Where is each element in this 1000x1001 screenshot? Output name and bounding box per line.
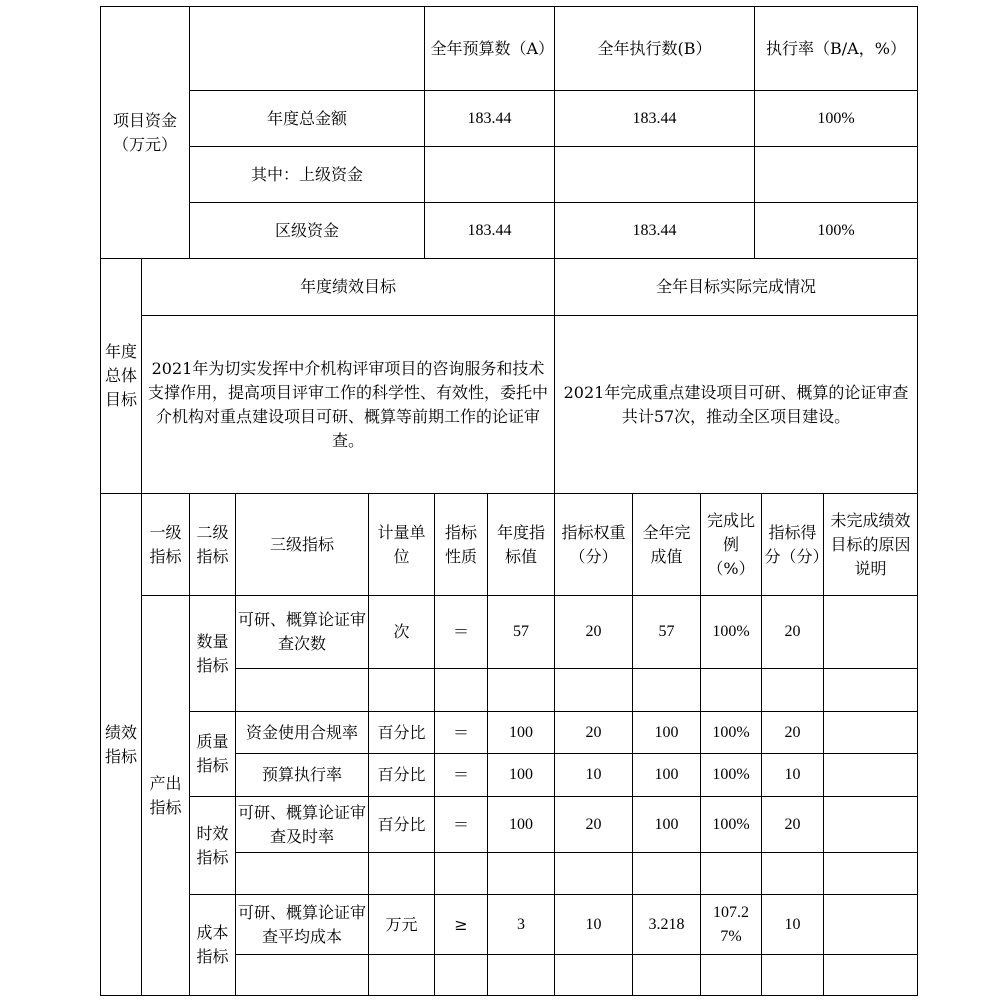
group-cost: 成本指标 <box>196 923 229 966</box>
indicator-unit: 百分比 <box>377 722 426 742</box>
indicators-section-label: 绩效指标 <box>104 722 137 766</box>
indicator-ratio: 107.27% <box>713 903 749 945</box>
indicator-target: 100 <box>509 815 533 833</box>
indicator-ratio: 100% <box>712 766 750 783</box>
indicator-target: 3 <box>517 915 525 933</box>
header-reason: 未完成绩效目标的原因说明 <box>830 510 911 578</box>
funds-row-actual: 183.44 <box>632 221 677 239</box>
goals-section-label: 年度总体目标 <box>104 342 137 409</box>
header-target: 年度指标值 <box>496 522 545 566</box>
header-level2: 二级指标 <box>196 522 229 566</box>
indicator-done: 100 <box>654 766 679 783</box>
indicator-name: 可研、概算论证审查及时率 <box>238 802 367 846</box>
header-unit: 计量单位 <box>377 522 426 566</box>
goals-actual-header: 全年目标实际完成情况 <box>655 277 816 296</box>
indicator-name: 资金使用合规率 <box>245 722 358 742</box>
level1-output: 产出指标 <box>149 773 182 817</box>
indicator-nature: ＝ <box>452 722 469 742</box>
indicator-score: 20 <box>784 723 801 741</box>
indicator-nature: ＝ <box>452 622 469 641</box>
indicator-reason <box>824 596 917 668</box>
funds-row-budget: 183.44 <box>467 109 512 127</box>
indicator-score: 10 <box>784 915 801 933</box>
indicator-unit: 百分比 <box>377 814 426 834</box>
indicator-unit: 万元 <box>385 914 418 934</box>
funds-row-budget: 183.44 <box>467 221 512 239</box>
indicator-done: 3.218 <box>648 915 685 933</box>
indicator-weight: 20 <box>585 623 602 640</box>
indicator-score: 20 <box>784 623 801 640</box>
header-budget: 全年预算数（A） <box>430 38 555 58</box>
indicator-weight: 20 <box>585 815 602 833</box>
indicator-weight: 10 <box>585 766 602 783</box>
indicator-reason <box>824 754 917 796</box>
goals-actual-text: 2021年完成重点建设项目可研、概算的论证审查共计57次，推动全区项目建设。 <box>563 382 909 426</box>
header-ratio: 完成比例（%） <box>706 510 755 578</box>
funds-row-label: 其中：上级资金 <box>250 164 363 184</box>
goals-target-text: 2021年为切实发挥中介机构评审项目的咨询服务和技术支撑作用，提高项目评审工作的科学性、有效性，委托中介机构对重点建设项目可研、概算等前期工作的论证审查。 <box>147 358 548 450</box>
indicator-done: 57 <box>658 623 675 640</box>
indicator-reason <box>824 895 917 954</box>
indicator-name: 可研、概算论证审查平均成本 <box>238 902 367 946</box>
funds-row-rate <box>755 147 917 202</box>
indicator-nature: ≥ <box>454 914 468 934</box>
indicator-name: 可研、概算论证审查次数 <box>238 610 367 653</box>
indicator-nature: ＝ <box>452 814 469 834</box>
funds-section-label: 项目资金（万元） <box>112 110 177 154</box>
group-timeliness: 时效指标 <box>196 823 229 867</box>
indicator-weight: 10 <box>585 915 602 933</box>
indicator-done: 100 <box>654 815 679 833</box>
indicator-score: 20 <box>784 815 801 833</box>
funds-row-label: 年度总金额 <box>266 108 347 128</box>
header-done: 全年完成值 <box>642 522 691 566</box>
indicator-unit: 百分比 <box>377 765 426 784</box>
group-quantity: 数量指标 <box>196 631 229 675</box>
indicator-target: 57 <box>513 623 529 640</box>
indicator-done: 100 <box>654 723 679 741</box>
group-quality: 质量指标 <box>196 732 229 775</box>
indicator-name: 预算执行率 <box>261 765 342 784</box>
header-weight: 指标权重（分） <box>561 522 626 566</box>
funds-row-actual: 183.44 <box>632 109 677 127</box>
indicator-target: 100 <box>509 766 533 783</box>
indicator-target: 100 <box>509 723 533 741</box>
indicator-ratio: 100% <box>712 623 750 640</box>
header-level3: 三级指标 <box>269 534 334 554</box>
header-actual: 全年执行数(B） <box>597 38 712 58</box>
indicator-score: 10 <box>784 766 801 783</box>
header-rate: 执行率（B/A，%） <box>766 38 906 58</box>
header-level1: 一级指标 <box>149 522 182 566</box>
header-nature: 指标性质 <box>444 522 477 566</box>
funds-row-rate: 100% <box>817 109 855 127</box>
funds-row-rate: 100% <box>817 221 855 239</box>
indicator-weight: 20 <box>585 723 602 741</box>
header-score: 指标得分（分） <box>764 522 829 566</box>
goals-target-header: 年度绩效目标 <box>299 277 396 296</box>
indicator-reason <box>824 712 917 753</box>
funds-row-budget <box>425 147 554 202</box>
indicator-ratio: 100% <box>712 723 750 741</box>
indicator-ratio: 100% <box>712 815 750 833</box>
indicator-unit: 次 <box>393 622 410 641</box>
funds-row-label: 区级资金 <box>274 220 339 240</box>
indicator-reason <box>824 797 917 852</box>
funds-row-actual <box>555 147 754 202</box>
indicator-nature: ＝ <box>452 765 469 784</box>
